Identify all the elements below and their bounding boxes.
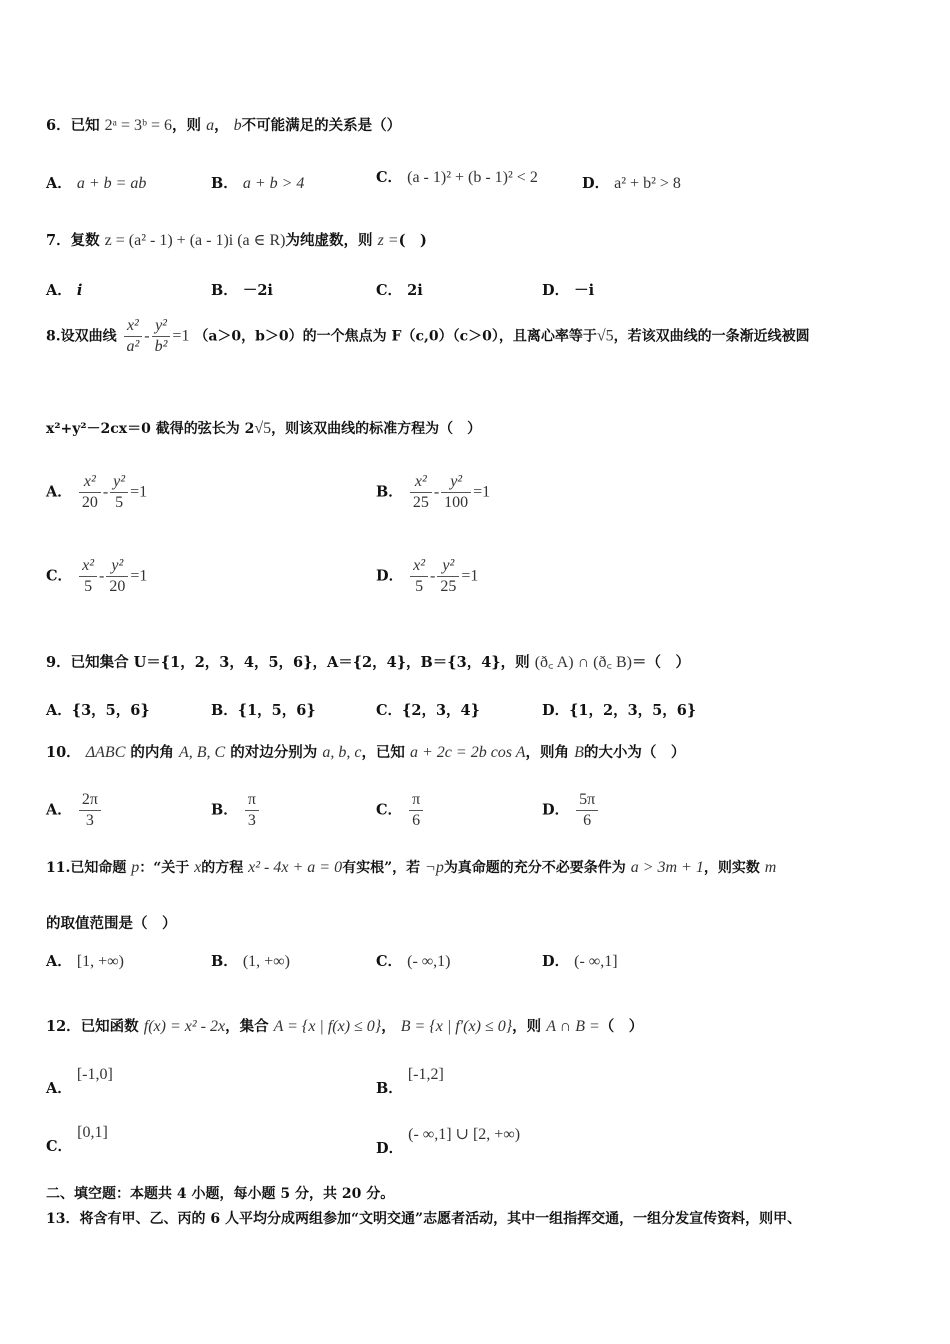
option-label: C． [376, 169, 403, 186]
q10-expr1: ΔABC [85, 744, 126, 761]
frac-denominator: a² [126, 338, 140, 355]
q11-expr2: x [194, 859, 202, 876]
q10-option-c[interactable] [376, 790, 425, 831]
option-expr: (1, +∞) [242, 953, 290, 970]
q12-text-c: ，则 [512, 1018, 542, 1035]
q8-number: 8. [46, 328, 61, 345]
option-label: D． [542, 702, 570, 719]
q10-text-a: 的内角 [130, 744, 174, 761]
q7-option-a[interactable] [46, 279, 82, 300]
q12-option-a[interactable] [46, 1066, 113, 1098]
q8-text-a: 设双曲线 [60, 328, 117, 345]
minus-sign: - [430, 567, 436, 585]
q6-number: 6． [46, 117, 71, 134]
frac-numerator: y² [106, 556, 128, 577]
q10-option-b[interactable] [211, 790, 261, 831]
question-13: 13．将含有甲、乙、丙的 6 人平均分成两组参加“文明交通”志愿者活动，其中一组指挥交通，一组分发宣传资料，则甲、 [46, 1211, 802, 1227]
question-10 [46, 741, 685, 762]
frac-denominator: 25 [440, 578, 457, 595]
option-expr: (- ∞,1] ∪ [2, +∞) [408, 1126, 521, 1143]
frac-denominator: 5 [84, 578, 93, 595]
q9-number: 9． [46, 654, 71, 671]
option-expr: a² + b² > 8 [614, 175, 681, 192]
q12-sep: ， [381, 1018, 396, 1035]
q7-expr: z = (a² - 1) + (a - 1)i (a ∈ R) [104, 232, 286, 249]
q6-var-a: a [206, 117, 215, 134]
q8-line-2 [46, 418, 481, 438]
option-label: B． [376, 483, 403, 501]
frac-denominator: 5 [115, 494, 124, 511]
q6-option-c[interactable] [376, 166, 538, 187]
q8-line2-a: x²+y²－2cx＝0 截得的弦长为 2 [46, 421, 255, 437]
q11-text-a: 已知命题 [70, 860, 127, 876]
q8-option-d[interactable] [376, 556, 478, 597]
q11-option-b[interactable] [211, 950, 290, 971]
option-label: D． [542, 282, 570, 299]
q8-minus: - [144, 327, 150, 345]
frac-denominator: 3 [85, 812, 94, 829]
q10-text-c: ，已知 [361, 744, 405, 761]
option-expr: (a - 1)² + (b - 1)² < 2 [407, 169, 538, 186]
q10-option-a[interactable] [46, 790, 103, 831]
option-label: A． [46, 953, 72, 970]
minus-sign: - [99, 567, 105, 585]
q12-option-b[interactable] [376, 1066, 444, 1098]
q10-expr2: A, B, C [178, 744, 226, 761]
q6-text-a: 已知 [70, 117, 100, 134]
option-label: D． [542, 953, 570, 970]
option-expr: [1, +∞) [76, 953, 124, 970]
option-label: B． [211, 801, 238, 819]
q7-option-d[interactable] [542, 279, 594, 300]
option-text: {1，2，3，5，6} [569, 702, 697, 719]
q11-number: 11. [46, 860, 71, 876]
q6-var-b: b [233, 117, 242, 134]
q7-option-c[interactable] [376, 279, 423, 300]
q11-option-a[interactable] [46, 950, 124, 971]
q12-number: 12． [46, 1018, 81, 1035]
q7-option-b[interactable] [211, 279, 273, 300]
frac-numerator: y² [152, 316, 171, 337]
option-label: A． [46, 702, 72, 719]
q6-option-b[interactable] [211, 172, 304, 193]
q6-text-c: 不可能满足的关系是（） [241, 117, 402, 134]
frac-numerator: x² [410, 556, 428, 577]
q12-text-b: ，集合 [225, 1018, 269, 1035]
q10-expr4: a + 2c = 2b cos A [410, 744, 526, 761]
option-eq: =1 [461, 567, 479, 585]
option-eq: =1 [130, 567, 148, 585]
question-7 [46, 229, 427, 250]
q8-text-b: （a＞0，b＞0）的一个焦点为 F（c,0）（c＞0），且离心率等于 [194, 328, 597, 345]
option-label: A． [46, 175, 72, 192]
q11-option-d[interactable] [542, 950, 618, 971]
q9-option-d[interactable] [542, 699, 696, 720]
option-label: B． [376, 1080, 403, 1097]
q7-text-a: 复数 [70, 232, 100, 249]
q6-option-d[interactable] [582, 172, 681, 193]
minus-sign: - [102, 483, 109, 501]
q11-expr1: p [131, 859, 140, 876]
option-label: C． [376, 282, 403, 299]
q6-sep: ， [214, 117, 229, 134]
option-label: B． [211, 282, 238, 299]
q8-line2-b: ，则该双曲线的标准方程为（ ） [271, 421, 482, 437]
q10-text-d: ，则角 [525, 744, 570, 761]
question-12 [46, 1015, 643, 1036]
q7-number: 7． [46, 232, 71, 249]
q11-text-e: 为真命题的充分不必要条件为 [443, 860, 626, 876]
frac-numerator: x² [79, 472, 101, 493]
q8-text-c: ，若该双曲线的一条渐近线被圆 [613, 328, 810, 345]
q12-option-d[interactable] [376, 1124, 520, 1158]
q8-frac-x [124, 316, 143, 357]
frac-denominator: 6 [583, 812, 592, 829]
frac-numerator: y² [437, 556, 459, 577]
option-text: {3，5，6} [71, 702, 150, 719]
option-label: A． [46, 801, 72, 819]
option-label: C． [376, 953, 403, 970]
option-expr: a + b > 4 [242, 175, 305, 192]
q11-line-2 [46, 912, 177, 933]
q12-expr2: A = {x | f(x) ≤ 0} [273, 1018, 382, 1035]
option-expr: －2i [242, 282, 273, 299]
option-text: {1，5，6} [237, 702, 316, 719]
option-label: B． [211, 953, 238, 970]
q12-expr3: B = {x | f′(x) ≤ 0} [400, 1018, 513, 1035]
q8-eq: =1 [172, 327, 190, 345]
q12-text-a: 已知函数 [80, 1018, 139, 1035]
question-6 [46, 114, 401, 135]
q12-expr1: f(x) = x² - 2x [143, 1018, 226, 1035]
frac-denominator: 3 [247, 812, 256, 829]
frac-numerator: 5π [576, 790, 598, 811]
q10-expr5: B [574, 744, 584, 761]
question-11 [46, 857, 776, 877]
q10-text-b: 的对边分别为 [230, 744, 318, 761]
q10-text-e: 的大小为（ ） [583, 744, 686, 761]
option-label: A． [46, 483, 72, 501]
q10-number: 10． [46, 744, 81, 761]
q11-text-f: ，则实数 [703, 860, 760, 876]
frac-numerator: π [245, 790, 259, 811]
option-expr: i [76, 282, 83, 299]
q9-text-a: 已知集合 U＝{1，2，3，4，5，6}，A＝{2，4}，B＝{3，4}，则 [70, 654, 530, 671]
frac-numerator: π [409, 790, 423, 811]
frac-numerator: x² [410, 472, 432, 493]
option-expr: [-1,0] [76, 1066, 113, 1083]
option-label: C． [376, 702, 403, 719]
q8-option-a[interactable] [46, 472, 147, 513]
option-expr: 2i [407, 282, 423, 299]
minus-sign: - [433, 483, 440, 501]
q11-text-b: ：“关于 [139, 860, 190, 876]
option-label: D． [542, 801, 570, 819]
q6-expr: 2ᵃ = 3ᵇ = 6 [104, 117, 173, 134]
q6-option-a[interactable] [46, 172, 146, 193]
option-label: C． [376, 801, 403, 819]
option-label: A． [46, 282, 72, 299]
option-eq: =1 [130, 483, 148, 501]
q12-expr4: A ∩ B = [546, 1018, 600, 1035]
q10-option-d[interactable] [542, 790, 600, 831]
option-expr: (- ∞,1] [574, 953, 618, 970]
option-label: D． [376, 567, 404, 585]
q8-sqrt5: √5 [596, 327, 614, 345]
q8-sqrt5-b: √5 [254, 420, 272, 437]
question-9 [46, 650, 690, 672]
frac-numerator: y² [110, 472, 128, 493]
q10-expr3: a, b, c [322, 744, 362, 761]
option-label: B． [211, 175, 238, 192]
frac-denominator: 20 [81, 494, 98, 511]
q11-line2-text: 的取值范围是（ ） [46, 915, 177, 932]
q7-text-c: ( ) [398, 232, 427, 249]
option-expr: [-1,2] [407, 1066, 444, 1083]
q11-text-c: 的方程 [201, 860, 244, 876]
q11-expr5: a > 3m + 1 [630, 859, 704, 876]
frac-denominator: 5 [415, 578, 424, 595]
frac-numerator: x² [124, 316, 143, 337]
option-label: D． [582, 175, 610, 192]
option-eq: =1 [473, 483, 491, 501]
option-expr: －i [574, 282, 595, 299]
question-8 [46, 316, 810, 357]
q11-expr3: x² - 4x + a = 0 [248, 859, 343, 876]
frac-denominator: 100 [444, 494, 469, 511]
q11-option-c[interactable] [376, 950, 451, 971]
option-expr: a + b = ab [76, 175, 147, 192]
frac-denominator: 25 [412, 494, 429, 511]
frac-denominator: b² [154, 338, 168, 355]
frac-denominator: 20 [109, 578, 126, 595]
option-label: C． [46, 567, 73, 585]
option-label: B． [211, 702, 238, 719]
q9-expr: (ð꜀ A) ∩ (ð꜀ B) [534, 654, 632, 671]
section-2-heading: 二、填空题：本题共 4 小题，每小题 5 分，共 20 分。 [46, 1186, 395, 1202]
option-label: A． [46, 1080, 72, 1097]
q11-text-d: 有实根”，若 [342, 860, 421, 876]
option-expr: (- ∞,1) [407, 953, 451, 970]
frac-denominator: 6 [412, 812, 421, 829]
q6-text-b: ，则 [172, 117, 202, 134]
q9-option-c[interactable] [376, 699, 480, 720]
option-label: D． [376, 1140, 404, 1157]
option-text: {2，3，4} [402, 702, 480, 719]
q9-option-b[interactable] [211, 699, 316, 720]
q12-option-c[interactable] [46, 1124, 108, 1156]
q7-expr2: z = [377, 232, 399, 249]
q9-option-a[interactable] [46, 699, 150, 720]
frac-numerator: y² [441, 472, 471, 493]
q7-text-b: 为纯虚数，则 [285, 232, 373, 249]
q8-option-c[interactable] [46, 556, 147, 597]
q8-option-b[interactable] [376, 472, 490, 513]
q12-text-d: （ ） [599, 1018, 644, 1035]
option-label: C． [46, 1138, 73, 1155]
q11-expr4: ¬p [425, 859, 444, 876]
q8-frac-y [152, 316, 171, 357]
option-expr: [0,1] [77, 1124, 108, 1141]
frac-numerator: x² [79, 556, 97, 577]
frac-numerator: 2π [79, 790, 101, 811]
q9-text-b: ＝（ ） [632, 654, 690, 671]
q11-expr6: m [764, 859, 777, 876]
